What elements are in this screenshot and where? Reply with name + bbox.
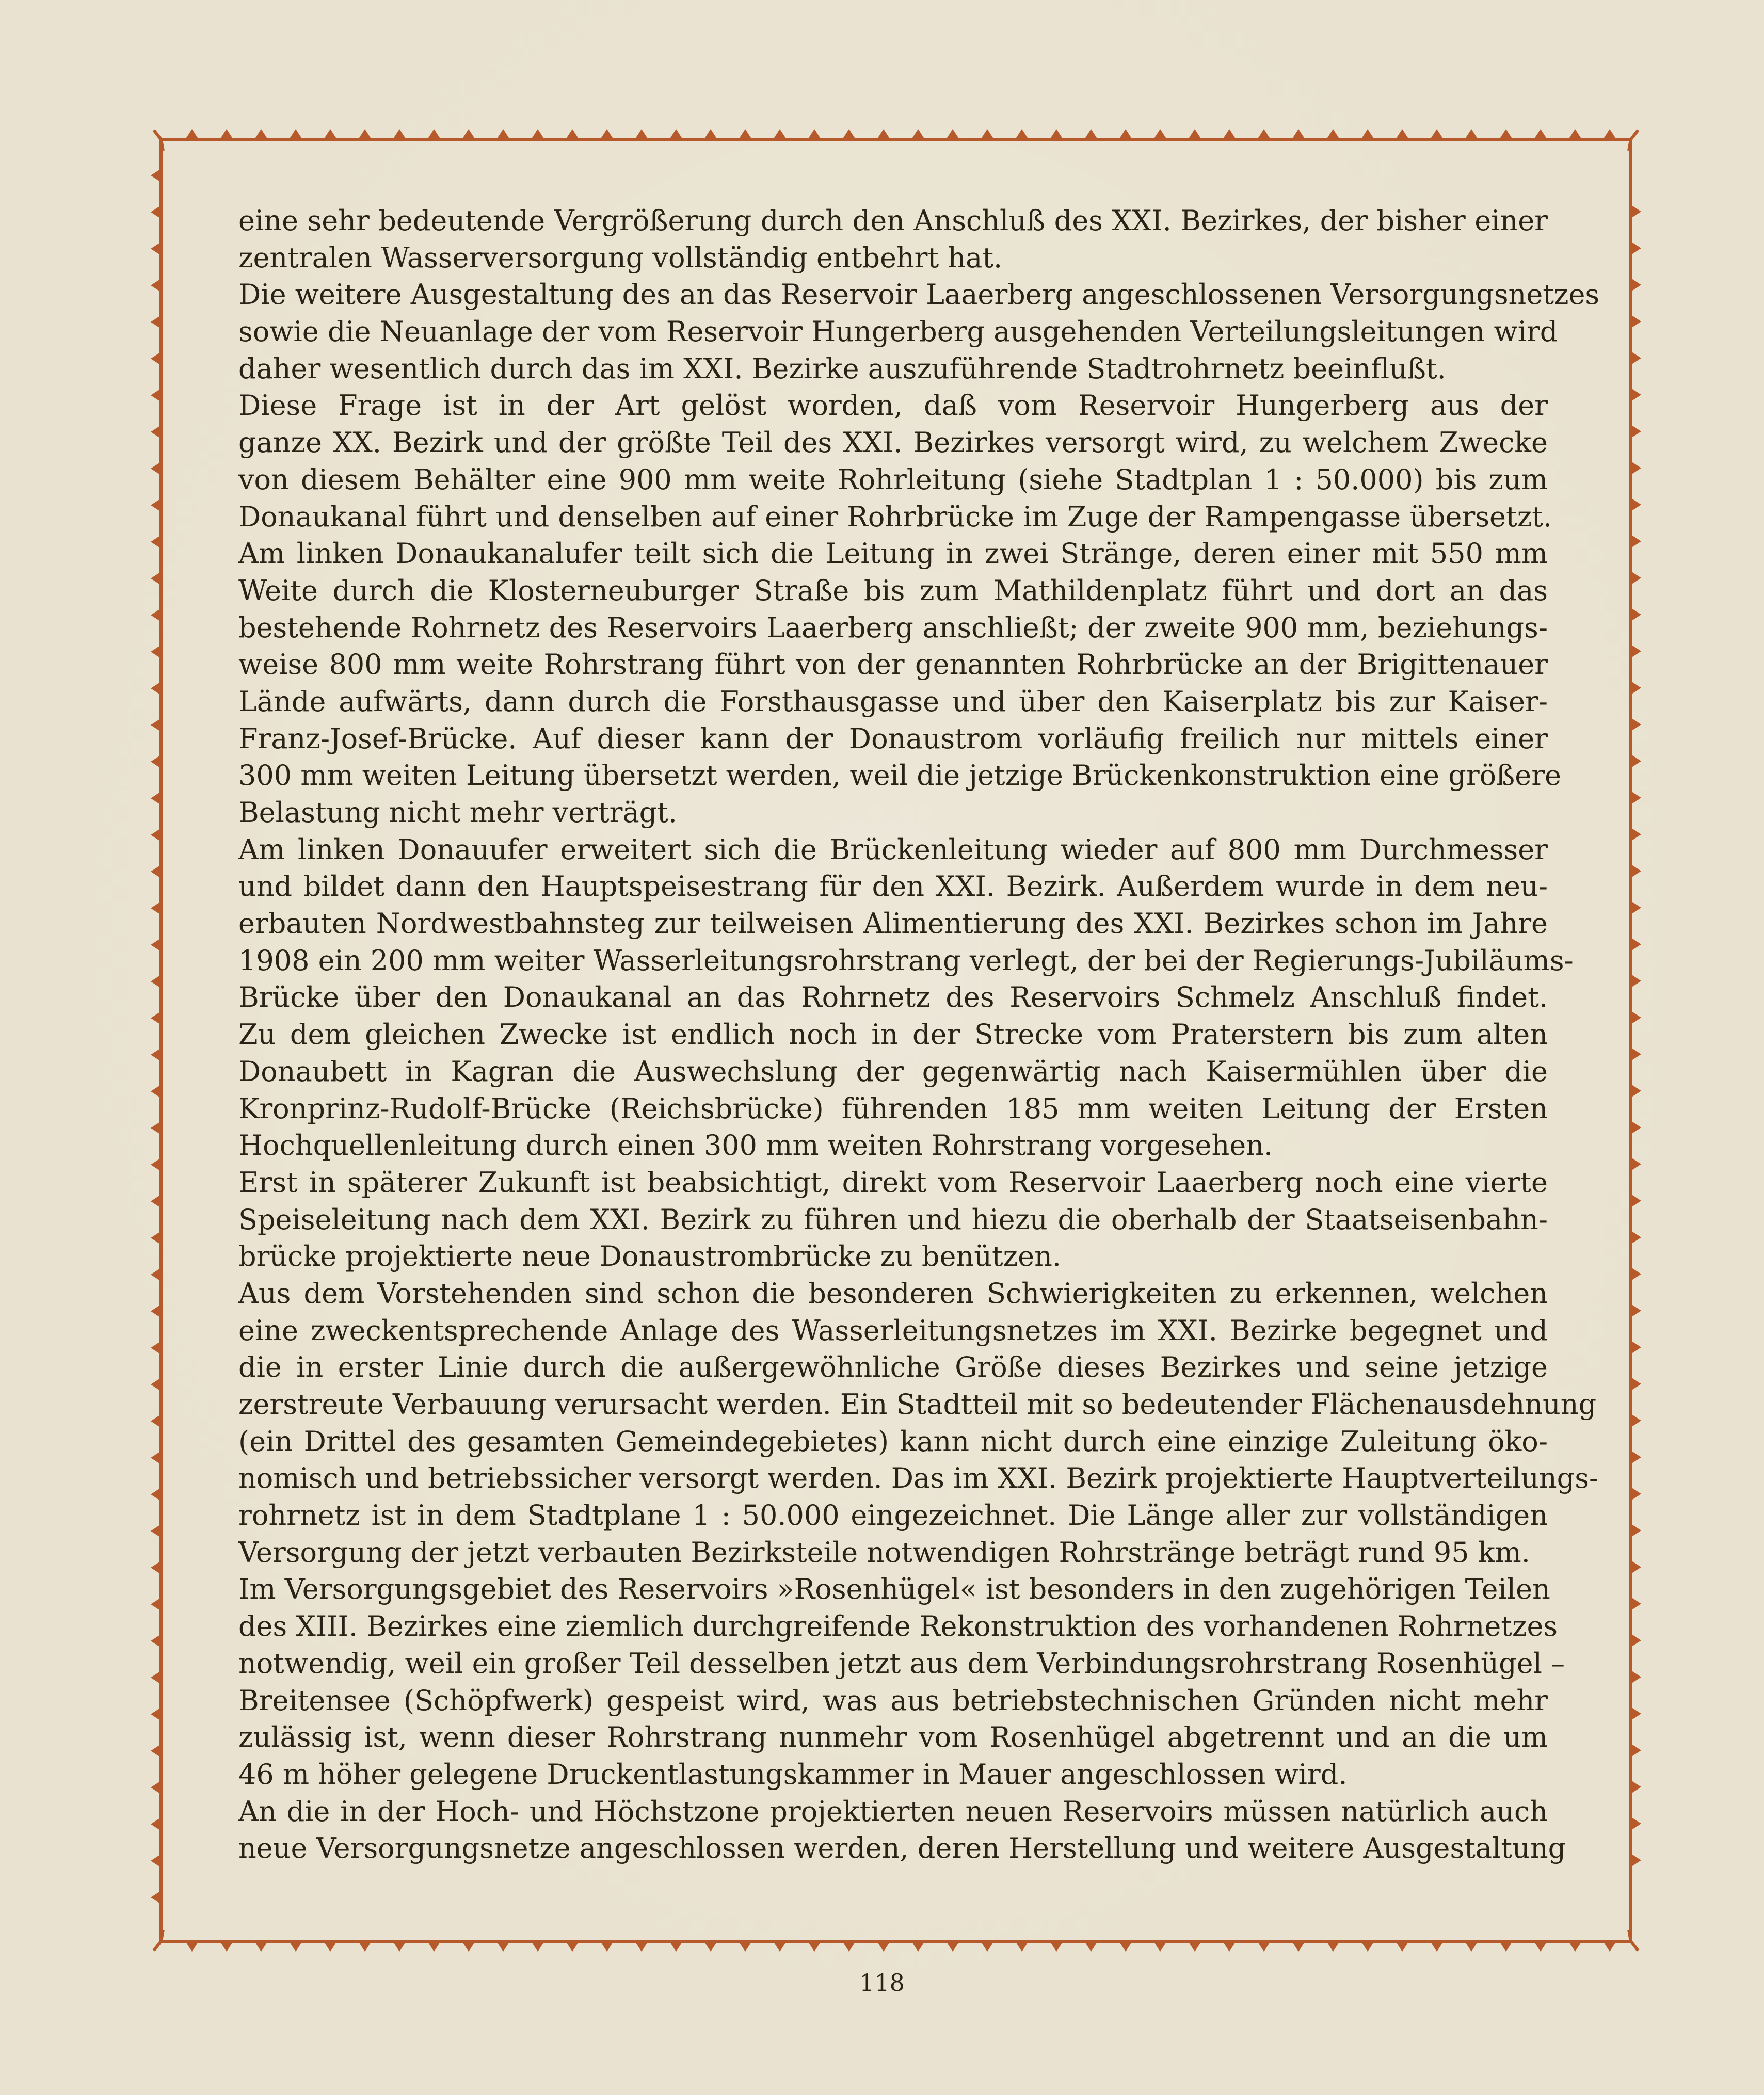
- border-triangle: [151, 1195, 161, 1208]
- border-triangle: [151, 1304, 161, 1318]
- border-triangle: [1015, 129, 1029, 139]
- border-triangle: [151, 645, 161, 658]
- border-triangle: [151, 901, 161, 915]
- border-triangle: [151, 389, 161, 402]
- border-triangle: [151, 315, 161, 329]
- border-triangle: [151, 1634, 161, 1648]
- border-triangle: [151, 352, 161, 365]
- border-triangle: [773, 129, 787, 139]
- border-triangle: [151, 682, 161, 695]
- text-line: Lände aufwärts, dann durch die Forsthausgasse und über den Kaiserplatz bis zur Kaiser-: [238, 685, 1548, 718]
- border-triangle: [669, 129, 683, 139]
- border-triangle: [151, 1011, 161, 1025]
- border-triangle: [151, 1121, 161, 1135]
- border-triangle: [1631, 718, 1641, 731]
- border-triangle: [462, 1941, 475, 1952]
- border-triangle: [324, 1941, 337, 1952]
- border-triangle: [1631, 1084, 1641, 1098]
- border-triangle: [1631, 1670, 1641, 1684]
- border-triangle: [1396, 1941, 1409, 1952]
- border-triangle: [1499, 1941, 1513, 1952]
- border-triangle: [151, 755, 161, 768]
- border-triangle: [1015, 1941, 1029, 1952]
- border-triangle: [151, 1231, 161, 1245]
- border-triangle: [1257, 1941, 1271, 1952]
- border-triangle: [151, 865, 161, 878]
- border-triangle: [151, 828, 161, 842]
- border-triangle: [981, 1941, 994, 1952]
- text-line: 1908 ein 200 mm weiter Wasserleitungsrohrstrang verlegt, der bei der Regierungs-Jubiläums-: [238, 944, 1574, 977]
- corner-ornament: [154, 130, 163, 151]
- border-triangle: [1084, 1941, 1098, 1952]
- border-triangle: [151, 279, 161, 292]
- border-triangle: [1631, 1854, 1641, 1867]
- border-triangle: [1430, 1941, 1444, 1952]
- text-line: Breitensee (Schöpfwerk) gespeist wird, was aus betriebstechnischen Gründen nicht mehr: [238, 1684, 1548, 1717]
- border-triangle: [220, 129, 233, 139]
- border-triangle: [1223, 129, 1236, 139]
- border-triangle: [1631, 315, 1641, 328]
- corner-ornament: [1629, 1930, 1638, 1951]
- border-triangle: [531, 129, 544, 139]
- text-line: des XIII. Bezirkes eine ziemlich durchgreifende Rekonstruktion des vorhandenen Rohrnetzes: [238, 1610, 1558, 1643]
- border-triangle: [1631, 681, 1641, 695]
- text-line: erbauten Nordwestbahnsteg zur teilweisen Alimentierung des XXI. Bezirkes schon im Jahre: [238, 907, 1548, 940]
- text-line: Am linken Donauufer erweitert sich die Brückenleitung wieder auf 800 mm Durchmesser: [238, 833, 1548, 866]
- border-triangle: [254, 1941, 268, 1952]
- border-triangle: [1119, 129, 1132, 139]
- text-line: Kronprinz-Rudolf-Brücke (Reichsbrücke) führenden 185 mm weiten Leitung der Ersten: [238, 1092, 1548, 1125]
- border-triangle: [151, 169, 161, 182]
- text-line: Belastung nicht mehr verträgt.: [238, 796, 678, 829]
- border-triangle: [151, 608, 161, 622]
- border-triangle: [358, 1941, 372, 1952]
- text-line: sowie die Neuanlage der vom Reservoir Hungerberg ausgehenden Verteilungsleitungen wird: [238, 315, 1558, 348]
- border-triangle: [1534, 1941, 1547, 1952]
- text-line: eine sehr bedeutende Vergrößerung durch den Anschluß des XXI. Bezirkes, der bisher einer: [238, 204, 1548, 237]
- border-triangle: [254, 129, 268, 139]
- border-triangle: [877, 1941, 890, 1952]
- border-triangle: [1631, 205, 1641, 218]
- text-line: Die weitere Ausgestaltung des an das Reservoir Laaerberg angeschlossenen Versorgungsnetzes: [238, 278, 1600, 311]
- border-triangle: [151, 975, 161, 988]
- border-triangle: [151, 1817, 161, 1831]
- text-line: rohrnetz ist in dem Stadtplane 1 : 50.000 eingezeichnet. Die Länge aller zur vollständigen: [238, 1499, 1548, 1532]
- border-triangle: [1361, 1941, 1374, 1952]
- text-line: Versorgung der jetzt verbauten Bezirksteile notwendigen Rohrstränge beträgt rund 95 km.: [238, 1536, 1530, 1569]
- border-triangle: [739, 129, 752, 139]
- border-triangle: [1430, 129, 1444, 139]
- border-triangle: [1631, 1048, 1641, 1061]
- border-triangle: [151, 535, 161, 549]
- text-line: Aus dem Vorstehenden sind schon die besonderen Schwierigkeiten zu erkennen, welchen: [238, 1277, 1548, 1310]
- border-triangle: [1631, 938, 1641, 951]
- border-triangle: [358, 129, 372, 139]
- border-triangle: [1631, 1011, 1641, 1024]
- text-line: (ein Drittel des gesamten Gemeindegebietes) kann nicht durch eine einzige Zuleitung öko-: [238, 1425, 1548, 1458]
- border-triangle: [1631, 608, 1641, 621]
- border-triangle: [946, 1941, 959, 1952]
- border-triangle: [1326, 129, 1340, 139]
- border-triangle: [1631, 1634, 1641, 1647]
- border-triangle: [566, 129, 579, 139]
- border-triangle: [220, 1941, 233, 1952]
- border-triangle: [1631, 1707, 1641, 1720]
- text-line: Erst in späterer Zukunft ist beabsichtigt, direkt vom Reservoir Laaerberg noch eine vierte: [238, 1166, 1548, 1199]
- border-triangle: [393, 129, 406, 139]
- border-triangle: [1631, 1487, 1641, 1501]
- text-line: bestehende Rohrnetz des Reservoirs Laaerberg anschließt; der zweite 900 mm, beziehungs-: [238, 611, 1548, 644]
- text-line: Brücke über den Donaukanal an das Rohrnetz des Reservoirs Schmelz Anschluß findet.: [238, 981, 1548, 1014]
- border-triangle: [1631, 1524, 1641, 1537]
- border-triangle: [669, 1941, 683, 1952]
- border-triangle: [1292, 1941, 1305, 1952]
- border-triangle: [1631, 535, 1641, 548]
- border-triangle: [1326, 1941, 1340, 1952]
- border-triangle: [1631, 425, 1641, 438]
- border-triangle: [1631, 461, 1641, 475]
- border-triangle: [151, 205, 161, 219]
- border-triangle: [946, 129, 959, 139]
- border-triangle: [1631, 1377, 1641, 1391]
- border-triangle: [1631, 1451, 1641, 1464]
- text-line: zerstreute Verbauung verursacht werden. Ein Stadtteil mit so bedeutender Flächenausdehnung: [238, 1388, 1597, 1421]
- border-triangle: [151, 1744, 161, 1758]
- border-triangle: [704, 1941, 717, 1952]
- text-line: und bildet dann den Hauptspeisestrang für den XXI. Bezirk. Außerdem wurde in dem neu-: [238, 870, 1548, 903]
- border-triangle: [1631, 828, 1641, 841]
- border-triangle: [151, 938, 161, 952]
- border-triangle: [1631, 1267, 1641, 1281]
- border-triangle: [151, 498, 161, 512]
- border-triangle: [151, 1524, 161, 1538]
- border-triangle: [1631, 1560, 1641, 1574]
- border-triangle: [1631, 864, 1641, 878]
- text-line: 46 m höher gelegene Druckentlastungskammer in Mauer angeschlossen wird.: [238, 1758, 1348, 1791]
- border-triangle: [151, 1561, 161, 1574]
- text-line: Weite durch die Klosterneuburger Straße bis zum Mathildenplatz führt und dort an das: [238, 574, 1548, 607]
- text-line: daher wesentlich durch das im XXI. Bezirke auszuführende Stadtrohrnetz beeinflußt.: [238, 352, 1446, 385]
- border-triangle: [151, 1451, 161, 1464]
- border-triangle: [185, 1941, 199, 1952]
- border-triangle: [1631, 1817, 1641, 1830]
- text-line: Franz-Josef-Brücke. Auf dieser kann der Donaustrom vorläufig freilich nur mittels einer: [238, 722, 1548, 755]
- border-triangle: [1603, 129, 1616, 139]
- text-line: brücke projektierte neue Donaustrombrücke zu benützen.: [238, 1240, 1062, 1273]
- border-triangle: [151, 462, 161, 475]
- border-triangle: [427, 129, 441, 139]
- border-triangle: [1568, 1941, 1582, 1952]
- border-triangle: [151, 1891, 161, 1904]
- text-line: Donaubett in Kagran die Auswechslung der gegenwärtig nach Kaisermühlen über die: [238, 1055, 1548, 1088]
- border-triangle: [151, 1414, 161, 1428]
- border-triangle: [1631, 1121, 1641, 1134]
- border-triangle: [289, 1941, 302, 1952]
- border-triangle: [151, 1341, 161, 1355]
- border-triangle: [1603, 1941, 1616, 1952]
- text-line: eine zweckentsprechende Anlage des Wasserleitungsnetzes im XXI. Bezirke begegnet und: [238, 1314, 1548, 1347]
- corner-ornament: [1629, 130, 1638, 151]
- text-line: notwendig, weil ein großer Teil desselben jetzt aus dem Verbindungsrohrstrang Rosenhügel –: [238, 1647, 1565, 1680]
- border-triangle: [1631, 498, 1641, 511]
- border-triangle: [427, 1941, 441, 1952]
- border-triangle: [1050, 1941, 1063, 1952]
- border-triangle: [1050, 129, 1063, 139]
- text-line: ganze XX. Bezirk und der größte Teil des XXI. Bezirkes versorgt wird, zu welchem Zwecke: [238, 426, 1548, 459]
- border-triangle: [704, 129, 717, 139]
- border-triangle: [151, 1085, 161, 1098]
- border-triangle: [1631, 1157, 1641, 1171]
- border-triangle: [1631, 974, 1641, 988]
- border-triangle: [1499, 129, 1513, 139]
- border-triangle: [635, 129, 648, 139]
- border-triangle: [1119, 1941, 1132, 1952]
- border-triangle: [1223, 1941, 1236, 1952]
- border-triangle: [1631, 1341, 1641, 1354]
- text-line: zentralen Wasserversorgung vollständig entbehrt hat.: [238, 241, 1003, 274]
- border-triangle: [1631, 1597, 1641, 1610]
- border-triangle: [1465, 1941, 1478, 1952]
- text-line: Zu dem gleichen Zwecke ist endlich noch in der Strecke vom Praterstern bis zum alten: [238, 1018, 1548, 1051]
- text-line: neue Versorgungsnetze angeschlossen werden, deren Herstellung und weitere Ausgestaltung: [238, 1832, 1566, 1865]
- border-triangle: [151, 1707, 161, 1721]
- border-triangle: [1153, 1941, 1167, 1952]
- text-line: Donaukanal führt und denselben auf einer Rohrbrücke im Zuge der Rampengasse übersetzt.: [238, 500, 1552, 533]
- border-triangle: [1631, 791, 1641, 804]
- border-triangle: [151, 242, 161, 255]
- border-triangle: [1292, 129, 1305, 139]
- border-triangle: [496, 1941, 510, 1952]
- border-triangle: [151, 1158, 161, 1171]
- border-triangle: [877, 129, 890, 139]
- border-triangle: [1631, 278, 1641, 292]
- border-triangle: [462, 129, 475, 139]
- text-line: 300 mm weiten Leitung übersetzt werden, weil die jetzige Brückenkonstruktion eine größere: [238, 759, 1561, 792]
- border-triangle: [151, 1488, 161, 1501]
- border-triangle: [739, 1941, 752, 1952]
- border-triangle: [393, 1941, 406, 1952]
- border-triangle: [1631, 1414, 1641, 1427]
- border-triangle: [808, 129, 821, 139]
- border-triangle: [151, 425, 161, 439]
- text-line: Im Versorgungsgebiet des Reservoirs »Rosenhügel« ist besonders in den zugehörigen Teilen: [238, 1573, 1550, 1606]
- border-triangle: [1631, 1194, 1641, 1207]
- border-triangle: [600, 129, 614, 139]
- page-number: 118: [859, 1969, 905, 1996]
- border-triangle: [1568, 129, 1582, 139]
- text-line: Hochquellenleitung durch einen 300 mm weiten Rohrstrang vorgesehen.: [238, 1129, 1273, 1162]
- border-triangle: [566, 1941, 579, 1952]
- border-triangle: [1631, 571, 1641, 585]
- border-triangle: [496, 129, 510, 139]
- text-line: die in erster Linie durch die außergewöhnliche Größe dieses Bezirkes und seine jetzige: [238, 1351, 1548, 1384]
- border-triangle: [1188, 1941, 1201, 1952]
- body-text: [238, 202, 1600, 1867]
- border-triangle: [1257, 129, 1271, 139]
- border-triangle: [1188, 129, 1201, 139]
- border-triangle: [1153, 129, 1167, 139]
- text-line: Diese Frage ist in der Art gelöst worden, daß vom Reservoir Hungerberg aus der: [238, 389, 1548, 422]
- text-line: von diesem Behälter eine 900 mm weite Rohrleitung (siehe Stadtplan 1 : 50.000) bis zum: [238, 463, 1548, 496]
- border-triangle: [151, 1268, 161, 1281]
- border-triangle: [1361, 129, 1374, 139]
- border-triangle: [151, 792, 161, 805]
- border-triangle: [151, 1671, 161, 1684]
- border-triangle: [289, 129, 302, 139]
- border-triangle: [151, 1598, 161, 1611]
- border-triangle: [1084, 129, 1098, 139]
- border-triangle: [1631, 351, 1641, 365]
- border-triangle: [1631, 1304, 1641, 1317]
- border-triangle: [981, 129, 994, 139]
- border-triangle: [1631, 241, 1641, 255]
- text-line: weise 800 mm weite Rohrstrang führt von der genannten Rohrbrücke an der Brigittenauer: [238, 648, 1548, 681]
- border-triangle: [1534, 129, 1547, 139]
- border-triangle: [1631, 388, 1641, 401]
- text-line: nomisch und betriebssicher versorgt werden. Das im XXI. Bezirk projektierte Hauptverteilungs-: [238, 1462, 1599, 1495]
- text-line: Am linken Donaukanalufer teilt sich die Leitung in zwei Stränge, deren einer mit 550 mm: [238, 537, 1548, 570]
- border-triangle: [911, 129, 925, 139]
- border-triangle: [151, 1781, 161, 1794]
- border-triangle: [1465, 129, 1478, 139]
- border-triangle: [151, 572, 161, 585]
- border-triangle: [531, 1941, 544, 1952]
- border-triangle: [151, 1048, 161, 1061]
- border-triangle: [1631, 901, 1641, 914]
- border-triangle: [151, 1854, 161, 1867]
- text-line: An die in der Hoch- und Höchstzone projektierten neuen Reservoirs müssen natürlich auch: [238, 1795, 1548, 1828]
- border-triangle: [1631, 644, 1641, 658]
- border-triangle: [808, 1941, 821, 1952]
- border-triangle: [324, 129, 337, 139]
- border-triangle: [635, 1941, 648, 1952]
- border-triangle: [1631, 1744, 1641, 1757]
- border-triangle: [1396, 129, 1409, 139]
- border-triangle: [773, 1941, 787, 1952]
- text-line: zulässig ist, wenn dieser Rohrstrang nunmehr vom Rosenhügel abgetrennt und an die um: [238, 1721, 1548, 1754]
- border-triangle: [911, 1941, 925, 1952]
- border-triangle: [1631, 754, 1641, 768]
- border-triangle: [151, 1378, 161, 1391]
- border-triangle: [1631, 1780, 1641, 1794]
- border-triangle: [185, 129, 199, 139]
- text-line: Speiseleitung nach dem XXI. Bezirk zu führen und hiezu die oberhalb der Staatseisenbahn-: [238, 1203, 1548, 1236]
- border-triangle: [842, 129, 856, 139]
- border-triangle: [151, 718, 161, 732]
- border-triangle: [600, 1941, 614, 1952]
- corner-ornament: [154, 1930, 163, 1951]
- border-triangle: [1631, 1231, 1641, 1244]
- border-triangle: [842, 1941, 856, 1952]
